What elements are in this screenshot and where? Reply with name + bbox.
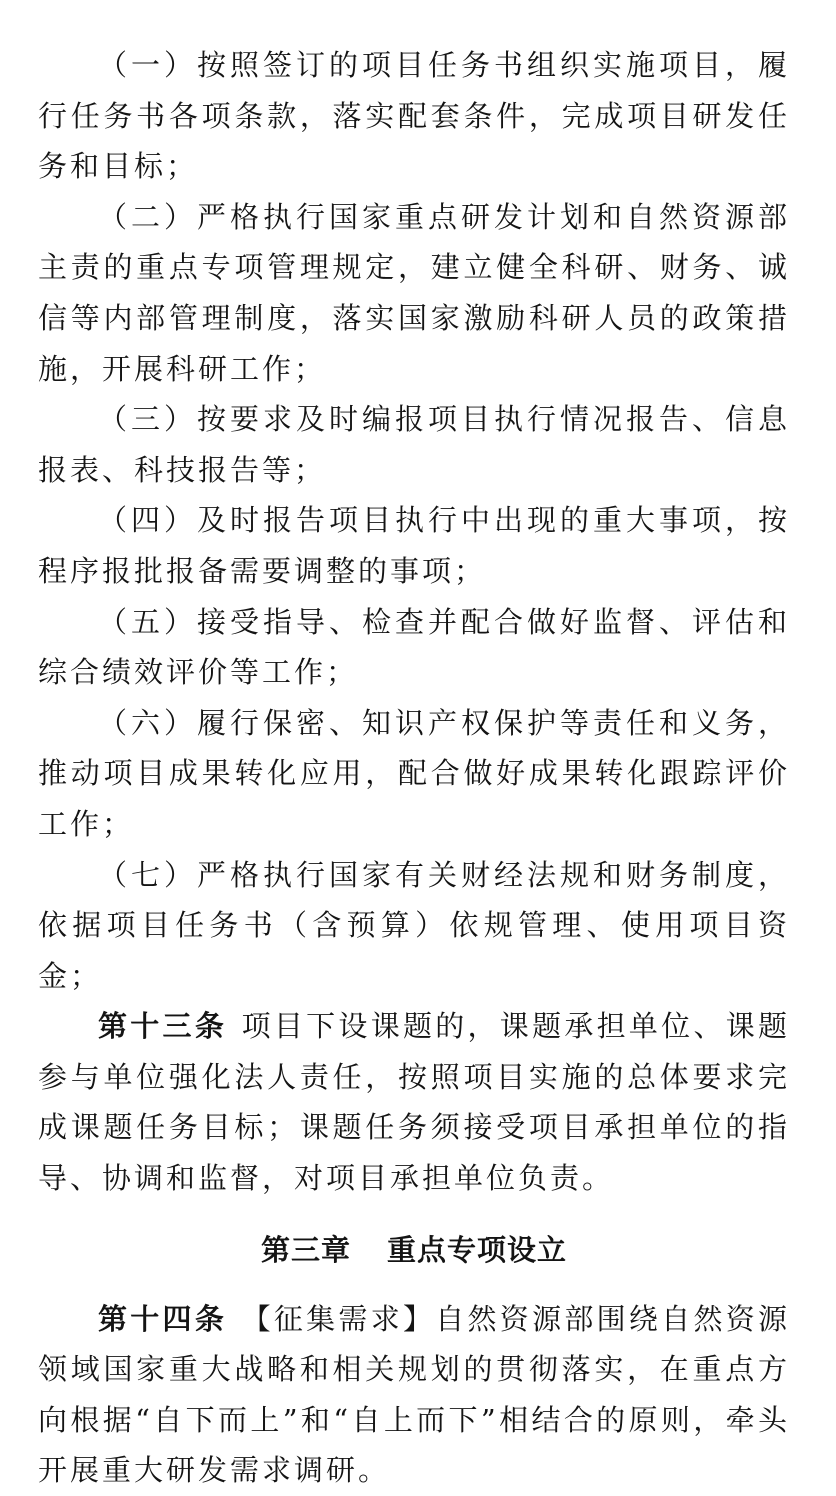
clause-2: （二）严格执行国家重点研发计划和自然资源部主责的重点专项管理规定，建立健全科研、财务、诚信等内部管理制度，落实国家激励科研人员的政策措施，开展科研工作； — [38, 199, 790, 386]
chapter-number: 第三章 — [260, 1232, 351, 1267]
document-page — [38, 40, 790, 1496]
article-13-text: 项目下设课题的，课题承担单位、课题参与单位强化法人责任，按照项目实施的总体要求完成课题任务目标；课题任务须接受项目承担单位的指导、协调和监督，对项目承担单位负责。 — [38, 1009, 790, 1196]
clause-7: （七）严格执行国家有关财经法规和财务制度，依据项目任务书（含预算）依规管理、使用项目资金； — [38, 857, 790, 993]
article-13-label: 第十三条 — [98, 1009, 228, 1044]
chapter-heading — [38, 1225, 790, 1275]
clause-3: （三）按要求及时编报项目执行情况报告、信息报表、科技报告等； — [38, 402, 790, 487]
clause-4: （四）及时报告项目执行中出现的重大事项，按程序报批报备需要调整的事项； — [38, 503, 790, 588]
chapter-title: 重点专项设立 — [387, 1232, 568, 1267]
article-13 — [38, 1001, 790, 1203]
article-14 — [38, 1294, 790, 1496]
article-14-text: 【征集需求】自然资源部围绕自然资源领域国家重大战略和相关规划的贯彻落实，在重点方向根据“自下而上”和“自上而下”相结合的原则，牵头开展重大研发需求调研。 — [38, 1301, 790, 1488]
clause-6: （六）履行保密、知识产权保护等责任和义务，推动项目成果转化应用，配合做好成果转化跟踪评价工作； — [38, 705, 790, 841]
article-14-label: 第十四条 — [98, 1301, 228, 1336]
clause-1: （一）按照签订的项目任务书组织实施项目，履行任务书各项条款，落实配套条件，完成项目研发任务和目标； — [38, 48, 790, 184]
clause-5: （五）接受指导、检查并配合做好监督、评估和综合绩效评价等工作； — [38, 604, 790, 690]
